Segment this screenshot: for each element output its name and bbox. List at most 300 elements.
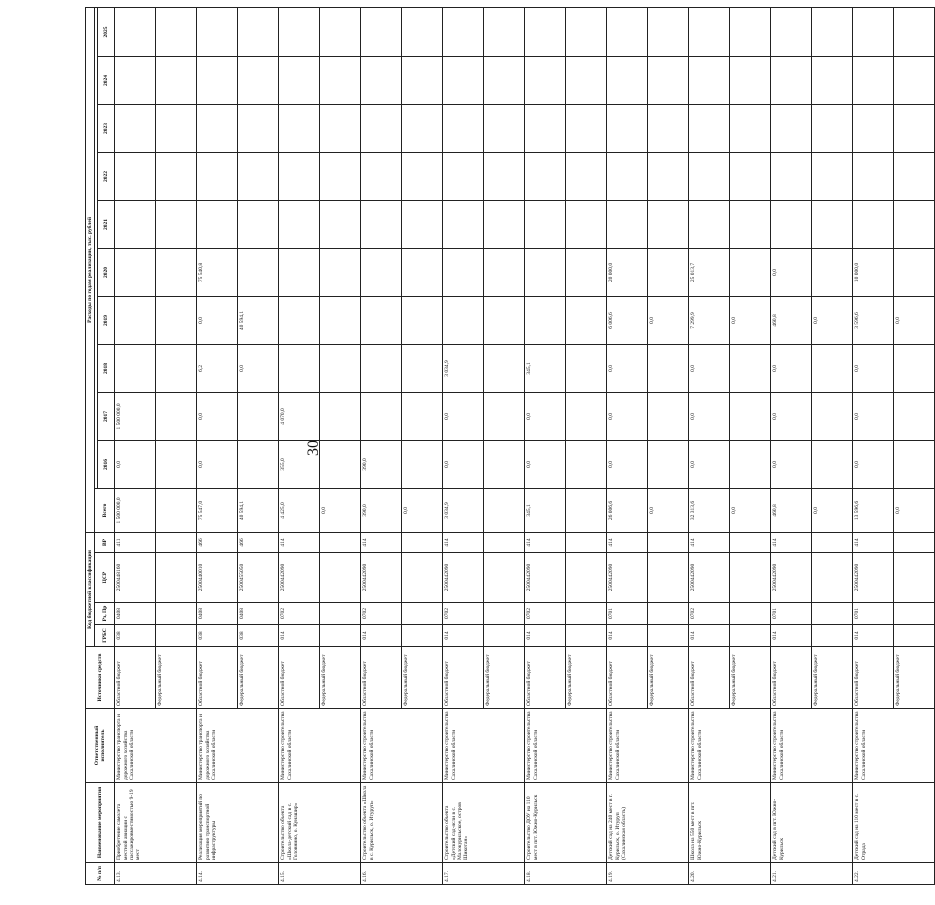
year-value-cell — [320, 7, 361, 56]
csr-cell: 2500442090 — [607, 553, 648, 603]
vr-cell: 414 — [689, 532, 730, 552]
year-value-cell — [525, 56, 566, 104]
year-value-cell: 0,0 — [771, 392, 812, 440]
rzpr-cell: 0702 — [689, 603, 730, 625]
year-value-cell — [648, 7, 689, 56]
grbs-cell: 038 — [238, 625, 279, 647]
year-value-cell — [730, 248, 771, 296]
executor-cell: Министерство строительства Сахалинской области — [771, 709, 853, 783]
year-value-cell — [361, 56, 402, 104]
vr-cell: 414 — [443, 532, 484, 552]
year-value-cell — [320, 392, 361, 440]
year-value-cell — [484, 104, 525, 152]
year-value-cell: 0,0 — [812, 296, 853, 344]
year-value-cell: 0,0 — [197, 296, 238, 344]
year-value-cell — [156, 344, 197, 392]
year-value-cell — [730, 200, 771, 248]
year-value-cell — [771, 7, 812, 56]
year-value-cell — [197, 200, 238, 248]
grbs-cell — [484, 625, 525, 647]
source-cell: Федеральный бюджет — [812, 647, 853, 709]
event-name-cell: Строительство объекта «Школа в с. Курильск, о. Итуруп» — [361, 783, 443, 863]
year-value-cell — [566, 392, 607, 440]
year-value-cell — [689, 104, 730, 152]
row-number-cell: 4.14. — [197, 863, 279, 885]
executor-cell: Министерство строительства Сахалинской области — [279, 709, 361, 783]
header-year: 2021 — [98, 200, 115, 248]
csr-cell: 2500440010 — [197, 553, 238, 603]
year-value-cell — [648, 104, 689, 152]
year-value-cell — [443, 104, 484, 152]
year-value-cell — [402, 296, 443, 344]
year-value-cell — [566, 56, 607, 104]
vr-cell — [402, 532, 443, 552]
rzpr-cell — [484, 603, 525, 625]
year-value-cell — [525, 7, 566, 56]
year-value-cell — [894, 440, 935, 488]
header-csr: ЦСР — [95, 553, 115, 603]
year-value-cell — [894, 344, 935, 392]
vr-cell — [566, 532, 607, 552]
year-value-cell — [689, 152, 730, 200]
year-value-cell — [443, 152, 484, 200]
year-value-cell — [730, 344, 771, 392]
csr-cell — [402, 553, 443, 603]
year-value-cell: 0,0 — [525, 440, 566, 488]
rzpr-cell: 0408 — [197, 603, 238, 625]
csr-cell: 2500442090 — [853, 553, 894, 603]
year-value-cell — [894, 152, 935, 200]
year-value-cell: 0,0 — [238, 344, 279, 392]
year-value-cell — [689, 200, 730, 248]
year-value-cell — [853, 104, 894, 152]
rzpr-cell: 0701 — [771, 603, 812, 625]
rzpr-cell — [402, 603, 443, 625]
row-number-cell: 4.15. — [279, 863, 361, 885]
year-value-cell — [894, 104, 935, 152]
table-row — [771, 7, 812, 884]
year-value-cell — [525, 296, 566, 344]
year-value-cell — [115, 200, 156, 248]
year-value-cell: 0,0 — [197, 392, 238, 440]
year-value-cell — [361, 104, 402, 152]
total-cell — [484, 488, 525, 532]
year-value-cell — [853, 200, 894, 248]
year-value-cell — [853, 152, 894, 200]
year-value-cell — [484, 152, 525, 200]
table-body — [115, 7, 935, 884]
year-value-cell: 0,0 — [689, 344, 730, 392]
year-value-cell — [648, 200, 689, 248]
total-cell: 0,0 — [648, 488, 689, 532]
year-value-cell — [197, 104, 238, 152]
source-cell: Областной бюджет — [771, 647, 812, 709]
year-value-cell: 460,8 — [771, 296, 812, 344]
rzpr-cell: 0701 — [607, 603, 648, 625]
table-row — [197, 7, 238, 884]
year-value-cell — [525, 152, 566, 200]
vr-cell — [894, 532, 935, 552]
year-value-cell — [607, 152, 648, 200]
year-value-cell — [279, 7, 320, 56]
rzpr-cell — [894, 603, 935, 625]
row-number-cell: 4.20. — [689, 863, 771, 885]
rzpr-cell — [566, 603, 607, 625]
executor-cell: Министерство строительства Сахалинской области — [443, 709, 525, 783]
year-value-cell — [156, 440, 197, 488]
source-cell: Областной бюджет — [361, 647, 402, 709]
year-value-cell: 0,0 — [853, 392, 894, 440]
year-value-cell — [320, 296, 361, 344]
event-name-cell: Строительство объекта «Детский сад-ясли в с. Малокурильское, остров Шикотан» — [443, 783, 525, 863]
year-value-cell — [566, 440, 607, 488]
year-value-cell — [320, 248, 361, 296]
csr-cell — [156, 553, 197, 603]
year-value-cell — [443, 200, 484, 248]
year-value-cell — [484, 248, 525, 296]
source-cell: Областной бюджет — [443, 647, 484, 709]
grbs-cell: 014 — [689, 625, 730, 647]
event-name-cell: Детский сад на 240 мест в г. Курильск, о. Итуруп (Сахалинская область) — [607, 783, 689, 863]
year-value-cell — [812, 152, 853, 200]
table-row — [525, 7, 566, 884]
year-value-cell: 6,2 — [197, 344, 238, 392]
csr-cell: 2500442090 — [771, 553, 812, 603]
year-value-cell — [402, 392, 443, 440]
year-value-cell — [320, 56, 361, 104]
year-value-cell: 6 006,6 — [607, 296, 648, 344]
source-cell: Федеральный бюджет — [566, 647, 607, 709]
vr-cell — [730, 532, 771, 552]
year-value-cell — [525, 248, 566, 296]
year-value-cell — [361, 296, 402, 344]
year-value-cell — [361, 344, 402, 392]
year-value-cell — [361, 392, 402, 440]
year-value-cell — [156, 104, 197, 152]
grbs-cell — [402, 625, 443, 647]
year-value-cell — [812, 248, 853, 296]
event-name-cell: Детский сад на 110 мест в с. Отрада — [853, 783, 935, 863]
header-rzpr: Рз, Пр — [95, 603, 115, 625]
year-value-cell — [238, 7, 279, 56]
year-value-cell — [115, 152, 156, 200]
year-value-cell: 0,0 — [443, 440, 484, 488]
rzpr-cell — [730, 603, 771, 625]
header-year: 2019 — [98, 296, 115, 344]
event-name-cell: Строительство объекта «Школа-детский сад в с. Головнино, о. Кунашир» — [279, 783, 361, 863]
rzpr-cell: 0702 — [361, 603, 402, 625]
grbs-cell — [320, 625, 361, 647]
row-number-cell: 4.13. — [115, 863, 197, 885]
total-cell: 13 596,6 — [853, 488, 894, 532]
grbs-cell — [894, 625, 935, 647]
year-value-cell — [320, 152, 361, 200]
csr-cell: 2500455050 — [238, 553, 279, 603]
rzpr-cell: 0408 — [115, 603, 156, 625]
year-value-cell — [402, 152, 443, 200]
csr-cell: 2500442090 — [361, 553, 402, 603]
year-value-cell: 0,0 — [648, 296, 689, 344]
year-value-cell — [812, 392, 853, 440]
year-value-cell — [648, 248, 689, 296]
year-value-cell — [566, 248, 607, 296]
year-value-cell — [443, 56, 484, 104]
grbs-cell: 038 — [115, 625, 156, 647]
year-value-cell: 10 000,0 — [853, 248, 894, 296]
year-value-cell — [484, 7, 525, 56]
rzpr-cell — [156, 603, 197, 625]
year-value-cell — [238, 248, 279, 296]
csr-cell — [484, 553, 525, 603]
table-header — [86, 7, 115, 884]
total-cell: 75 547,0 — [197, 488, 238, 532]
year-value-cell — [648, 344, 689, 392]
year-value-cell — [648, 56, 689, 104]
page-number: 30 — [305, 440, 322, 456]
year-value-cell — [320, 440, 361, 488]
year-value-cell — [238, 152, 279, 200]
year-value-cell — [279, 152, 320, 200]
total-cell: 3 034,9 — [443, 488, 484, 532]
year-value-cell — [894, 200, 935, 248]
event-name-cell: Приобретение самолета местной авиации с пассажировместимостью 9-19 мест — [115, 783, 197, 863]
source-cell: Федеральный бюджет — [730, 647, 771, 709]
year-value-cell — [115, 248, 156, 296]
year-value-cell: 0,0 — [197, 440, 238, 488]
row-number-cell: 4.17. — [443, 863, 525, 885]
vr-cell: 414 — [279, 532, 320, 552]
total-cell: 0,0 — [894, 488, 935, 532]
row-number-cell: 4.22. — [853, 863, 935, 885]
year-value-cell — [279, 56, 320, 104]
source-cell: Областной бюджет — [197, 647, 238, 709]
year-value-cell: 0,0 — [607, 392, 648, 440]
year-value-cell — [853, 56, 894, 104]
year-value-cell: 0,0 — [607, 440, 648, 488]
year-value-cell — [279, 200, 320, 248]
budget-table-sheet — [85, 10, 902, 885]
year-value-cell — [197, 7, 238, 56]
year-value-cell — [320, 104, 361, 152]
year-value-cell: 1 500 000,0 — [115, 392, 156, 440]
year-value-cell — [730, 56, 771, 104]
year-value-cell — [156, 7, 197, 56]
year-value-cell — [812, 344, 853, 392]
table-row — [689, 7, 730, 884]
row-number-cell: 4.18. — [525, 863, 607, 885]
vr-cell: 414 — [607, 532, 648, 552]
year-value-cell — [238, 56, 279, 104]
year-value-cell — [730, 152, 771, 200]
rzpr-cell: 0702 — [525, 603, 566, 625]
year-value-cell: 0,0 — [525, 392, 566, 440]
year-value-cell — [484, 296, 525, 344]
executor-cell: Министерство транспорта и дорожного хозяйства Сахалинской области — [115, 709, 197, 783]
rzpr-cell — [648, 603, 689, 625]
rzpr-cell: 0702 — [443, 603, 484, 625]
header-grbs: ГРБС — [95, 625, 115, 647]
grbs-cell: 038 — [197, 625, 238, 647]
year-value-cell — [812, 104, 853, 152]
year-value-cell — [894, 248, 935, 296]
total-cell: 460,8 — [771, 488, 812, 532]
grbs-cell — [730, 625, 771, 647]
year-value-cell — [812, 440, 853, 488]
grbs-cell: 014 — [607, 625, 648, 647]
vr-cell — [484, 532, 525, 552]
rzpr-cell: 0408 — [238, 603, 279, 625]
executor-cell: Министерство строительства Сахалинской области — [853, 709, 935, 783]
total-cell: 0,0 — [730, 488, 771, 532]
year-value-cell — [156, 152, 197, 200]
year-value-cell — [402, 248, 443, 296]
csr-cell — [894, 553, 935, 603]
grbs-cell: 014 — [443, 625, 484, 647]
event-name-cell: Реализация мероприятий по развитию транспортной инфраструктуры — [197, 783, 279, 863]
csr-cell: 2500442090 — [443, 553, 484, 603]
year-value-cell: 355,0 — [279, 440, 320, 488]
header-year: 2020 — [98, 248, 115, 296]
source-cell: Федеральный бюджет — [484, 647, 525, 709]
row-number-cell: 4.16. — [361, 863, 443, 885]
year-value-cell — [115, 344, 156, 392]
year-value-cell: 7 299,9 — [689, 296, 730, 344]
table-row — [115, 7, 156, 884]
total-cell: 0,0 — [812, 488, 853, 532]
year-value-cell — [853, 7, 894, 56]
year-value-cell — [156, 56, 197, 104]
year-value-cell: 0,0 — [771, 440, 812, 488]
year-value-cell — [730, 104, 771, 152]
total-cell: 26 006,6 — [607, 488, 648, 532]
table-row — [853, 7, 894, 884]
year-value-cell — [115, 104, 156, 152]
year-value-cell — [156, 200, 197, 248]
total-cell — [156, 488, 197, 532]
year-value-cell — [238, 392, 279, 440]
csr-cell: 2500448160 — [115, 553, 156, 603]
grbs-cell: 014 — [361, 625, 402, 647]
year-value-cell — [812, 7, 853, 56]
total-cell: 4 425,0 — [279, 488, 320, 532]
year-value-cell — [812, 56, 853, 104]
year-value-cell — [115, 7, 156, 56]
year-value-cell — [484, 56, 525, 104]
header-year: 2023 — [98, 104, 115, 152]
year-value-cell — [279, 296, 320, 344]
year-value-cell — [443, 248, 484, 296]
csr-cell — [648, 553, 689, 603]
year-value-cell — [320, 344, 361, 392]
year-value-cell: 3 034,9 — [443, 344, 484, 392]
source-cell: Областной бюджет — [115, 647, 156, 709]
csr-cell — [566, 553, 607, 603]
executor-cell: Министерство строительства Сахалинской области — [607, 709, 689, 783]
year-value-cell — [525, 104, 566, 152]
year-value-cell — [402, 200, 443, 248]
header-executor: Ответственный исполнитель — [86, 709, 115, 783]
year-value-cell — [361, 152, 402, 200]
year-value-cell — [812, 200, 853, 248]
year-value-cell — [279, 344, 320, 392]
executor-cell: Министерство строительства Сахалинской области — [361, 709, 443, 783]
year-value-cell — [730, 440, 771, 488]
total-cell — [566, 488, 607, 532]
year-value-cell — [402, 56, 443, 104]
vr-cell — [156, 532, 197, 552]
vr-cell: 414 — [771, 532, 812, 552]
year-value-cell: 0,0 — [853, 440, 894, 488]
source-cell: Федеральный бюджет — [156, 647, 197, 709]
year-value-cell — [566, 104, 607, 152]
year-value-cell — [361, 200, 402, 248]
year-value-cell: 0,0 — [443, 392, 484, 440]
year-value-cell — [361, 248, 402, 296]
rzpr-cell — [812, 603, 853, 625]
year-value-cell — [402, 7, 443, 56]
total-cell: 390,0 — [361, 488, 402, 532]
year-value-cell — [361, 7, 402, 56]
year-value-cell — [607, 200, 648, 248]
source-cell: Федеральный бюджет — [320, 647, 361, 709]
row-number-cell: 4.19. — [607, 863, 689, 885]
header-code-group: Код бюджетной классификации — [86, 532, 95, 646]
year-value-cell — [320, 200, 361, 248]
year-value-cell — [525, 200, 566, 248]
source-cell: Федеральный бюджет — [402, 647, 443, 709]
csr-cell — [812, 553, 853, 603]
header-year: 2017 — [98, 392, 115, 440]
year-value-cell — [402, 440, 443, 488]
year-value-cell — [730, 392, 771, 440]
rzpr-cell: 0701 — [853, 603, 894, 625]
source-cell: Областной бюджет — [853, 647, 894, 709]
year-value-cell — [566, 200, 607, 248]
source-cell: Федеральный бюджет — [894, 647, 935, 709]
year-value-cell — [402, 344, 443, 392]
source-cell: Федеральный бюджет — [648, 647, 689, 709]
year-value-cell: 75 540,8 — [197, 248, 238, 296]
header-year: 2024 — [98, 56, 115, 104]
year-value-cell: 0,0 — [853, 344, 894, 392]
year-value-cell — [484, 440, 525, 488]
year-value-cell — [566, 152, 607, 200]
year-value-cell: 0,0 — [771, 248, 812, 296]
year-value-cell — [771, 56, 812, 104]
grbs-cell: 014 — [771, 625, 812, 647]
total-cell: 1 500 000,0 — [115, 488, 156, 532]
header-year: 2016 — [98, 440, 115, 488]
total-cell: 32 313,6 — [689, 488, 730, 532]
row-number-cell: 4.21. — [771, 863, 853, 885]
event-name-cell: Строительство ДОУ на 110 мест в пгт. Южно-Курильск — [525, 783, 607, 863]
year-value-cell — [443, 296, 484, 344]
year-value-cell — [238, 440, 279, 488]
grbs-cell — [566, 625, 607, 647]
csr-cell: 2500442090 — [525, 553, 566, 603]
header-vr: ВР — [95, 532, 115, 552]
year-value-cell — [115, 296, 156, 344]
table-row — [361, 7, 402, 884]
vr-cell — [320, 532, 361, 552]
vr-cell: 411 — [115, 532, 156, 552]
year-value-cell — [607, 7, 648, 56]
vr-cell — [812, 532, 853, 552]
event-name-cell: Школа на 550 мест в пгт. Южно-Курильск — [689, 783, 771, 863]
csr-cell — [320, 553, 361, 603]
year-value-cell — [484, 200, 525, 248]
header-source: Источники средств — [86, 647, 115, 709]
